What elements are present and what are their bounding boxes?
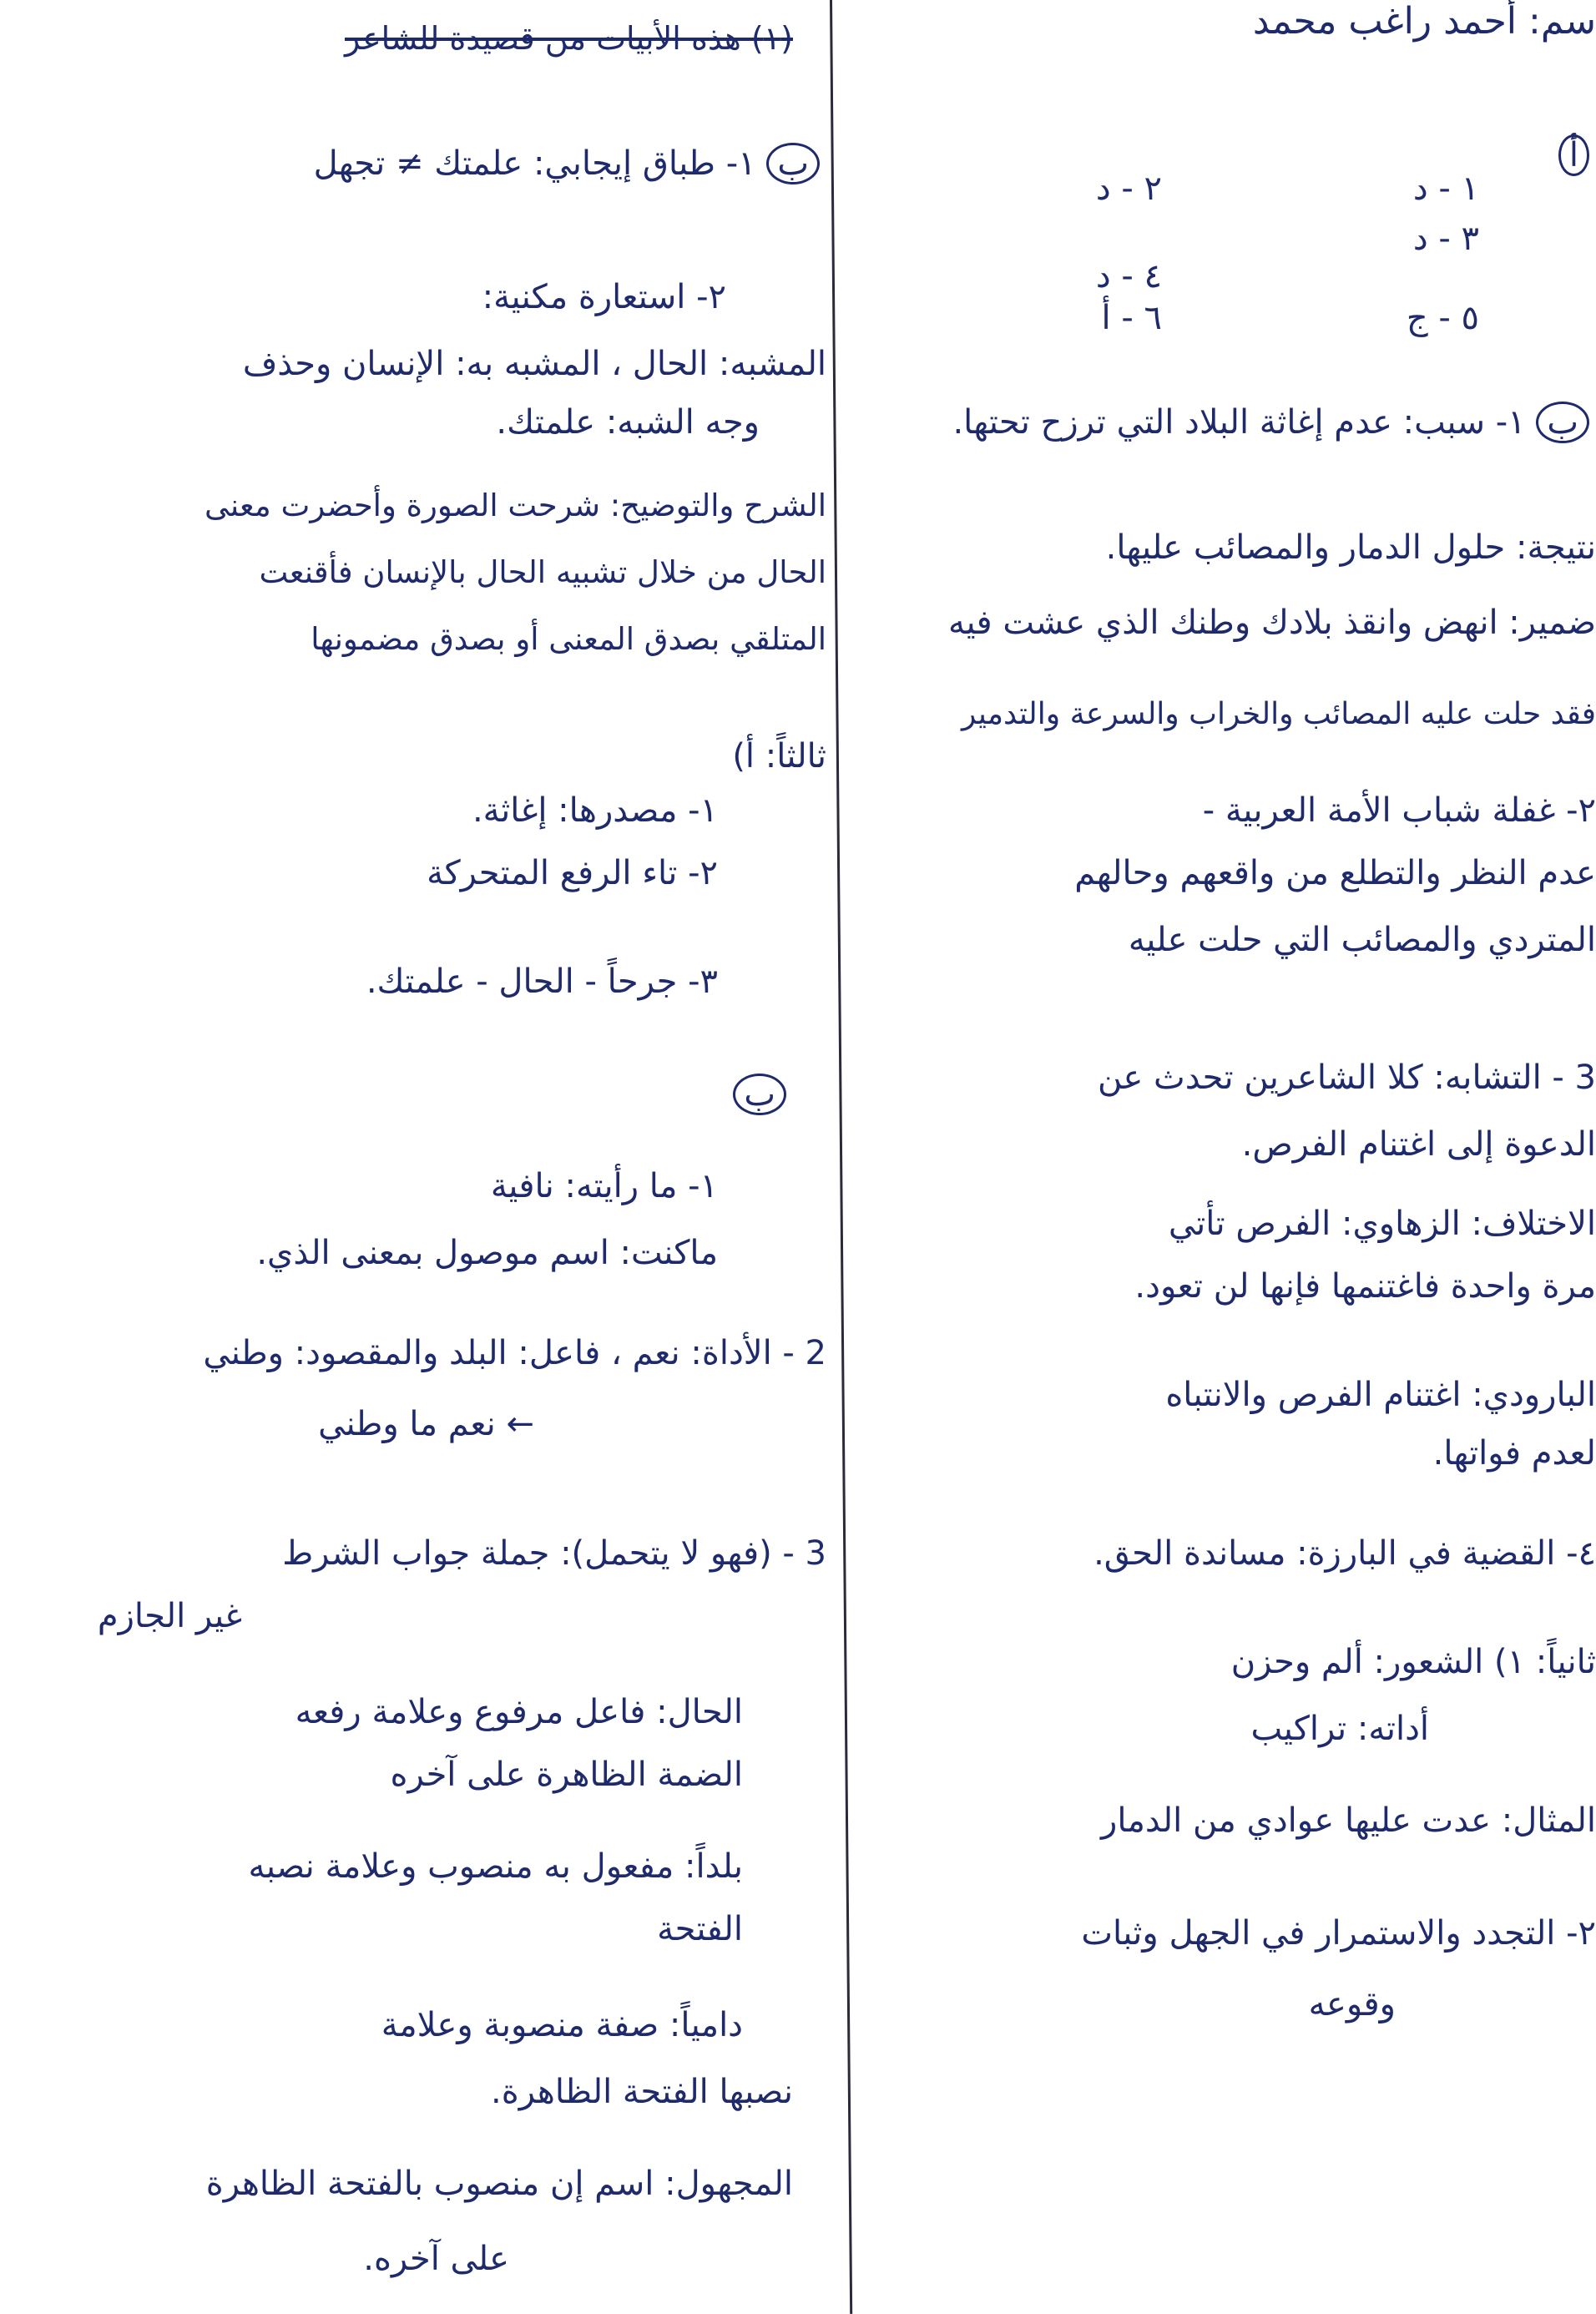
text-line: بلداً: مفعول به منصوب وعلامة نصبه (248, 1847, 743, 1886)
answer-3: ٣ - د (1412, 220, 1479, 258)
text-line: ١- طباق إيجابي: علمتك ≠ تجهل (313, 144, 756, 183)
text-line: ١- ما رأيته: نافية (490, 1167, 718, 1205)
text-line: المجهول: اسم إن منصوب بالفتحة الظاهرة (205, 2165, 793, 2203)
text-line: ٢- تاء الرفع المتحركة (427, 854, 718, 892)
text-line: ضمير: انهض وانقذ بلادك وطنك الذي عشت فيه (948, 604, 1596, 642)
text-line: الفتحة (657, 1910, 743, 1948)
text-line: نتيجة: حلول الدمار والمصائب عليها. (1105, 528, 1596, 567)
crossed-title: (١) هذه الأبيات من قصيدة للشاعر (345, 20, 793, 57)
text-line: الدعوة إلى اغتنام الفرص. (1241, 1125, 1596, 1164)
text-line: غير الجازم (97, 1597, 242, 1635)
text-line: ٣- جرحاً - الحال - علمتك. (366, 962, 718, 1001)
text-line: ١- مصدرها: إغاثة. (472, 791, 718, 830)
text-line: ٢- غفلة شباب الأمة العربية - (1202, 791, 1596, 830)
text-line: على آخره. (363, 2240, 509, 2278)
text-line: ٤- القضية في البارزة: مساندة الحق. (1093, 1534, 1596, 1573)
text-line: نصبها الفتحة الظاهرة. (491, 2073, 793, 2111)
text-line: ١- سبب: عدم إغاثة البلاد التي ترزح تحتها. (952, 403, 1526, 442)
text-line: عدم النظر والتطلع من واقعهم وحالهم (1074, 854, 1596, 892)
text-line: ثانياً: ١) الشعور: ألم وحزن (1230, 1643, 1596, 1681)
left-b2-header (733, 1073, 793, 1116)
text-line: لعدم فواتها. (1432, 1434, 1596, 1473)
text-line: ← نعم ما وطني (318, 1405, 534, 1443)
text-line: وجه الشبه: علمتك. (496, 403, 760, 442)
text-line: وقوعه (1308, 1985, 1396, 2023)
section-a-label: أ (1558, 134, 1589, 176)
text-line: مرة واحدة فاغتنمها فإنها لن تعود. (1134, 1267, 1596, 1306)
section-b-label: ب (1536, 402, 1589, 443)
text-line: 3 - (فهو لا يتحمل): جملة جواب الشرط (282, 1534, 826, 1573)
section-b2-label: ب (733, 1074, 786, 1115)
text-line: 2 - الأداة: نعم ، فاعل: البلد والمقصود: وطني (203, 1334, 826, 1372)
section-b-label-left: ب (766, 143, 820, 184)
text-line: الاختلاف: الزهاوي: الفرص تأتي (1168, 1205, 1596, 1243)
text-line: ماكنت: اسم موصول بمعنى الذي. (256, 1234, 718, 1272)
section-b-line-1 (952, 401, 1596, 444)
text-line: الشرح والتوضيح: شرحت الصورة وأحضرت معنى (205, 488, 826, 523)
text-line: فقد حلت عليه المصائب والخراب والسرعة والتدمير (962, 697, 1596, 731)
left-b-line-1 (314, 142, 826, 185)
text-line: أداته: تراكيب (1250, 1710, 1429, 1748)
answer-6: ٦ - أ (1101, 299, 1162, 337)
text-line: دامياً: صفة منصوبة وعلامة (381, 2006, 743, 2044)
text-line: المثال: عدت عليها عوادي من الدمار (1101, 1801, 1596, 1840)
section-a-header (1558, 134, 1596, 177)
answer-4: ٤ - د (1095, 257, 1162, 296)
text-line: المتردي والمصائب التي حلت عليه (1128, 921, 1596, 959)
text-line: الحال من خلال تشبيه الحال بالإنسان فأقنعت (259, 554, 826, 590)
student-name: سم: أحمد راغب محمد (1252, 0, 1596, 43)
text-line: البارودي: اغتنام الفرص والانتباه (1165, 1376, 1596, 1414)
text-line: الضمة الظاهرة على آخره (390, 1756, 743, 1794)
right-column (843, 0, 1596, 2314)
text-line: الحال: فاعل مرفوع وعلامة رفعه (295, 1693, 743, 1731)
answer-2: ٢ - د (1095, 169, 1162, 208)
text-line: 3 - التشابه: كلا الشاعرين تحدث عن (1098, 1058, 1596, 1097)
answer-1: ١ - د (1412, 169, 1479, 208)
text-line: المشبه: الحال ، المشبه به: الإنسان وحذف (242, 345, 826, 383)
answer-5: ٥ - ج (1406, 299, 1479, 337)
text-line: ٢- استعارة مكنية: (482, 278, 726, 316)
text-line: ثالثاً: أ) (732, 737, 826, 776)
text-line: ٢- التجدد والاستمرار في الجهل وثبات (1081, 1914, 1596, 1953)
text-line: المتلقي بصدق المعنى أو بصدق مضمونها (311, 621, 826, 657)
